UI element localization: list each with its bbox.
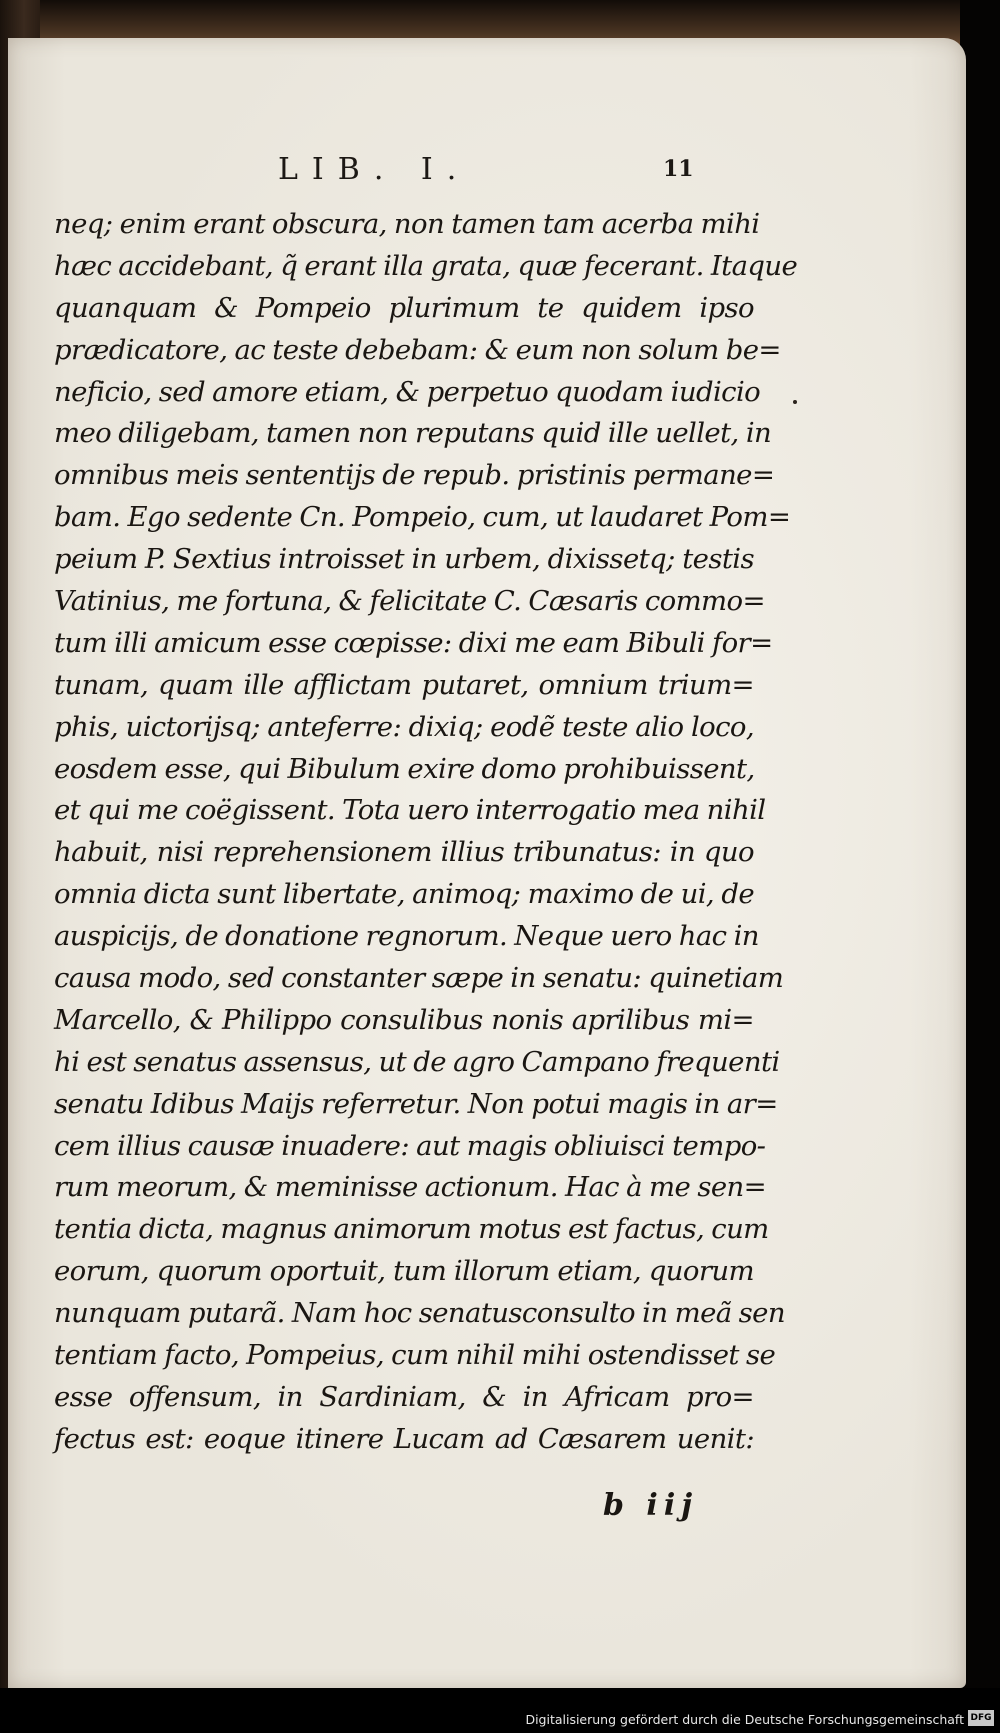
dfg-logo-icon: DFG	[968, 1710, 994, 1726]
paper-speck	[793, 400, 797, 404]
text-line: omnia dicta sunt libertate, animoq; maximo de ui, de	[54, 878, 754, 911]
text-line: prædicatore, ac teste debebam: & eum non solum be=	[54, 333, 781, 366]
text-line: eorum, quorum oportuit, tum illorum etiam, quorum	[54, 1255, 754, 1288]
text-line: esse offensum, in Sardiniam, & in Africam pro=	[54, 1380, 754, 1413]
text-line: causa modo, sed constanter sæpe in senatu: quinetiam	[54, 962, 784, 995]
text-line: Marcello, & Philippo consulibus nonis aprilibus mi=	[54, 1003, 754, 1036]
text-line: senatu Idibus Maijs referretur. Non potui magis in ar=	[54, 1087, 778, 1120]
text-line: Vatinius, me fortuna, & felicitate C. Cæsaris commo=	[54, 585, 765, 618]
text-line: nunquam putarã. Nam hoc senatusconsulto in meã sen	[54, 1297, 785, 1330]
running-title: LIB. I.	[278, 152, 471, 187]
funding-credit: Digitalisierung gefördert durch die Deutsche Forschungsgemeinschaft	[525, 1712, 964, 1727]
signature-mark: b iij	[603, 1488, 699, 1523]
text-line: tum illi amicum esse cœpisse: dixi me eam Bibuli for=	[54, 626, 773, 659]
text-line: phis, uictorijsq; anteferre: dixiq; eodẽ teste alio loco,	[54, 710, 754, 743]
text-line: auspicijs, de donatione regnorum. Neque uero hac in	[54, 920, 759, 953]
text-line: neficio, sed amore etiam, & perpetuo quodam iudicio	[54, 375, 761, 408]
text-line: hæc accidebant, q̃ erant illa grata, quæ fecerant. Itaque	[54, 249, 798, 282]
page-header	[8, 152, 966, 192]
text-line: tentiam facto, Pompeius, cum nihil mihi ostendisset se	[54, 1339, 776, 1372]
text-line: cem illius causæ inuadere: aut magis obliuisci tempo-	[54, 1129, 766, 1162]
text-line: peium P. Sextius introisset in urbem, dixissetq; testis	[54, 543, 754, 576]
text-line: habuit, nisi reprehensionem illius tribunatus: in quo	[54, 836, 754, 869]
text-line: tunam, quam ille afflictam putaret, omnium trium=	[54, 668, 754, 701]
text-line: et qui me coëgissent. Tota uero interrogatio mea nihil	[54, 794, 766, 827]
body-text	[54, 204, 798, 1461]
text-line: fectus est: eoque itinere Lucam ad Cæsarem uenit:	[54, 1422, 754, 1455]
footer-bar	[0, 1688, 1000, 1733]
text-line: neq; enim erant obscura, non tamen tam acerba mihi	[54, 208, 760, 240]
text-line: quanquam & Pompeio plurimum te quidem ipso	[54, 291, 754, 324]
text-line: tentia dicta, magnus animorum motus est factus, cum	[54, 1213, 769, 1246]
text-line: meo diligebam, tamen non reputans quid ille uellet, in	[54, 417, 772, 450]
text-line: omnibus meis sententijs de repub. pristinis permane=	[54, 459, 775, 492]
book-page	[8, 38, 966, 1688]
text-line: hi est senatus assensus, ut de agro Campano frequenti	[54, 1045, 780, 1078]
text-line: rum meorum, & meminisse actionum. Hac à me sen=	[54, 1171, 767, 1204]
text-line: bam. Ego sedente Cn. Pompeio, cum, ut laudaret Pom=	[54, 501, 791, 534]
folio-number: 11	[663, 156, 694, 182]
text-line: eosdem esse, qui Bibulum exire domo prohibuissent,	[54, 752, 755, 785]
